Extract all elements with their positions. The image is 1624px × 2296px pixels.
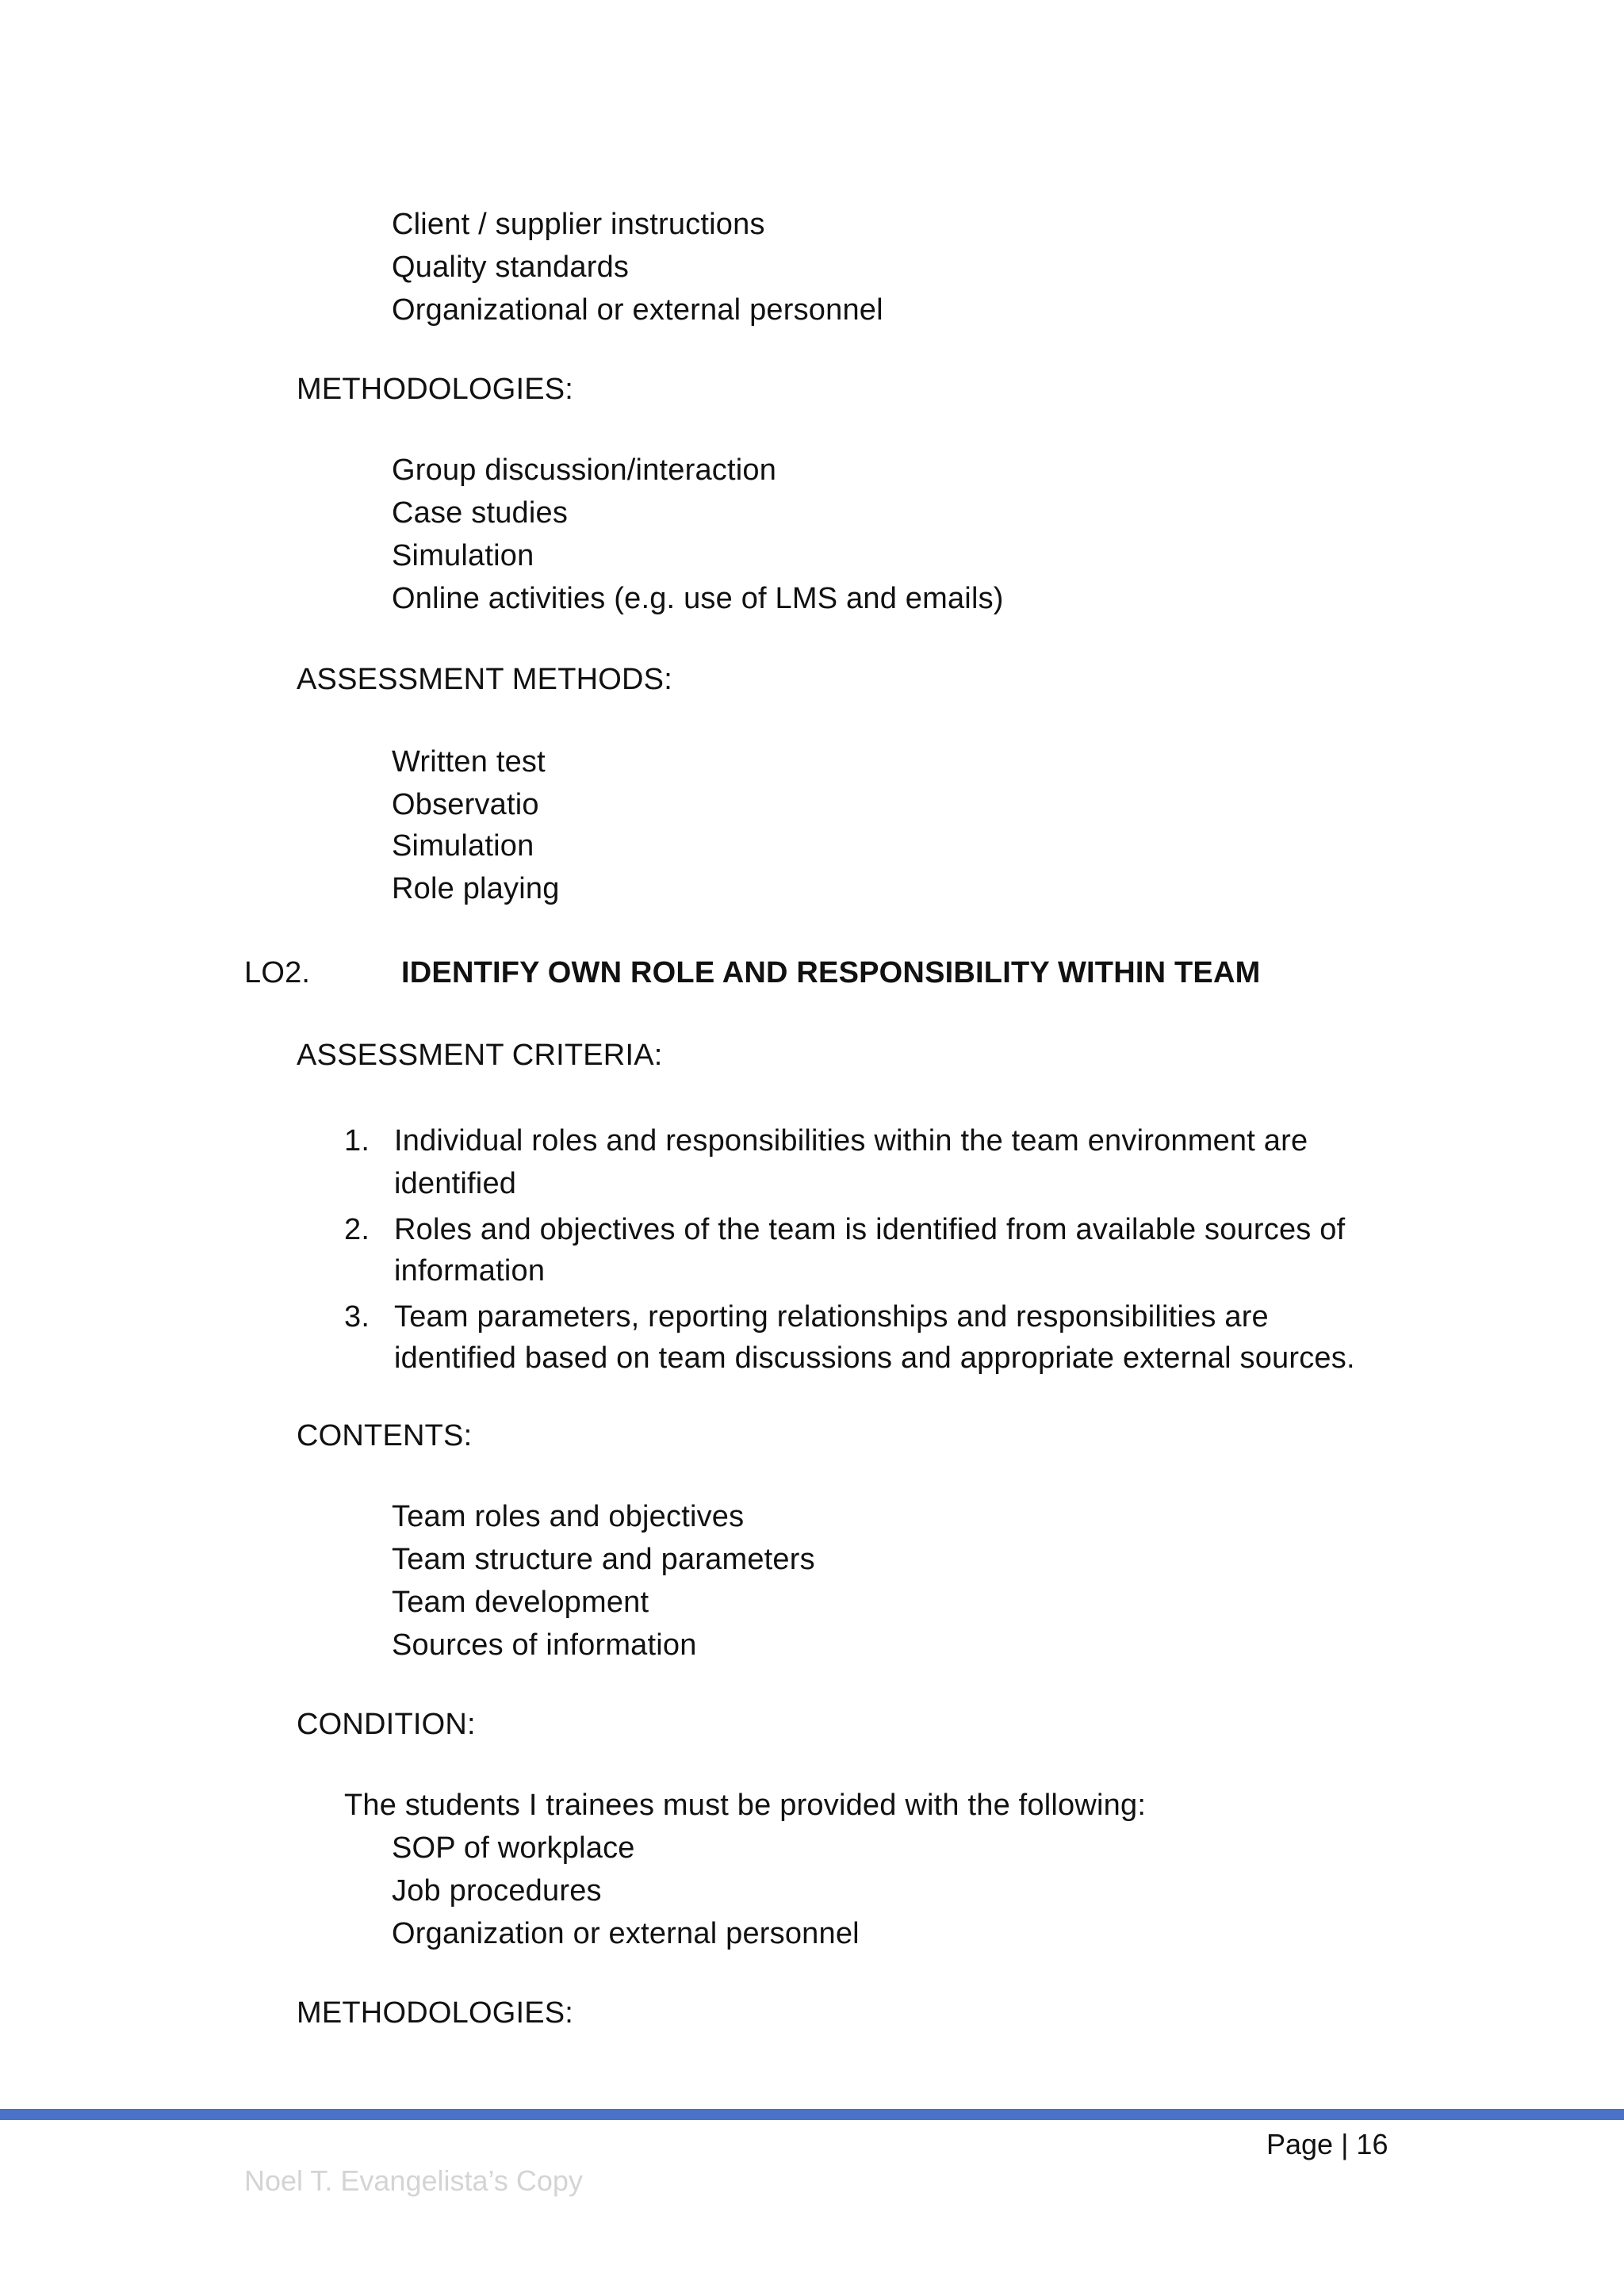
footer-rule bbox=[0, 2109, 1624, 2120]
section-heading-methodologies: METHODOLOGIES: bbox=[297, 1996, 574, 2030]
numbered-item-marker: 2. bbox=[344, 1213, 370, 1246]
numbered-item-text: Team parameters, reporting relationships and responsibilities are bbox=[394, 1300, 1269, 1334]
list-item: Simulation bbox=[392, 829, 534, 863]
list-item: SOP of workplace bbox=[392, 1831, 635, 1865]
list-item: Sources of information bbox=[392, 1628, 697, 1662]
list-item: Simulation bbox=[392, 539, 534, 572]
list-item: Quality standards bbox=[392, 251, 630, 284]
numbered-item-text: Individual roles and responsibilities within the team environment are bbox=[394, 1124, 1308, 1158]
list-item: Client / supplier instructions bbox=[392, 208, 765, 241]
watermark-text: Noel T. Evangelista’s Copy bbox=[244, 2164, 583, 2197]
lo-number: LO2. bbox=[244, 956, 311, 989]
numbered-item-text: identified based on team discussions and appropriate external sources. bbox=[394, 1341, 1355, 1375]
list-item: Case studies bbox=[392, 496, 569, 530]
list-item: Team structure and parameters bbox=[392, 1543, 815, 1576]
list-item: Online activities (e.g. use of LMS and emails) bbox=[392, 582, 1004, 615]
numbered-item-text: information bbox=[394, 1254, 546, 1288]
numbered-item-marker: 3. bbox=[344, 1300, 370, 1334]
section-heading-condition: CONDITION: bbox=[297, 1708, 476, 1741]
page-number: Page | 16 bbox=[1266, 2128, 1388, 2160]
section-heading-methodologies: METHODOLOGIES: bbox=[297, 373, 574, 406]
section-heading-assessment-criteria: ASSESSMENT CRITERIA: bbox=[297, 1039, 663, 1072]
section-heading-assessment-methods: ASSESSMENT METHODS: bbox=[297, 663, 672, 696]
list-item: Organization or external personnel bbox=[392, 1917, 860, 1950]
list-item: Written test bbox=[392, 745, 546, 779]
numbered-item-marker: 1. bbox=[344, 1124, 370, 1158]
list-item: Job procedures bbox=[392, 1874, 602, 1908]
condition-intro: The students I trainees must be provided with the following: bbox=[344, 1789, 1147, 1822]
section-heading-contents: CONTENTS: bbox=[297, 1419, 473, 1452]
lo-title: IDENTIFY OWN ROLE AND RESPONSIBILITY WITHIN TEAM bbox=[401, 956, 1261, 989]
list-item: Organizational or external personnel bbox=[392, 293, 883, 327]
list-item: Group discussion/interaction bbox=[392, 453, 777, 487]
list-item: Role playing bbox=[392, 872, 560, 905]
list-item: Team development bbox=[392, 1586, 649, 1619]
numbered-item-text: identified bbox=[394, 1167, 517, 1200]
numbered-item-text: Roles and objectives of the team is identified from available sources of bbox=[394, 1213, 1346, 1246]
list-item: Team roles and objectives bbox=[392, 1500, 745, 1533]
list-item: Observatio bbox=[392, 788, 539, 821]
